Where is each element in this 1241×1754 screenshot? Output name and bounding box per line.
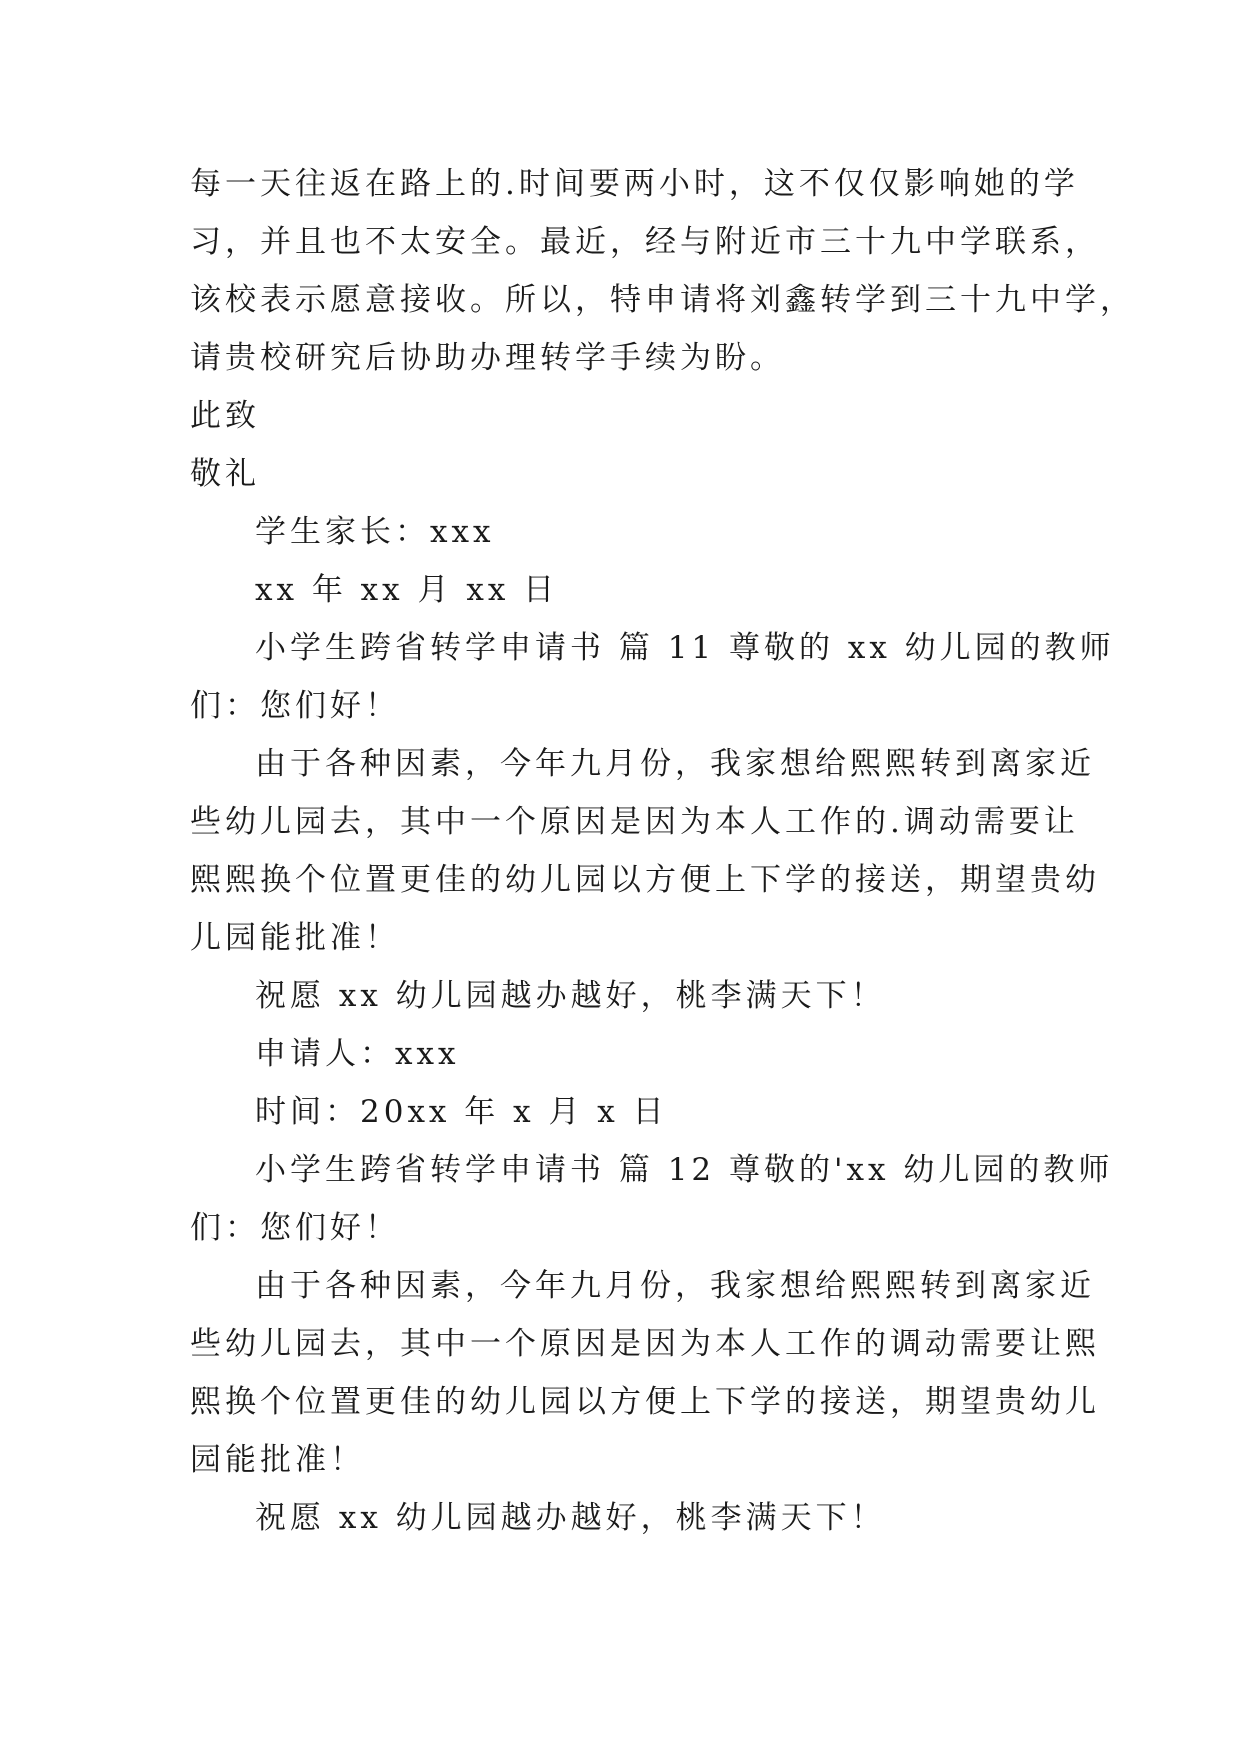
text-line: 园能批准！ xyxy=(190,1442,365,1478)
text-line: 请贵校研究后协助办理转学手续为盼。 xyxy=(190,340,785,376)
text-line: 们：您们好！ xyxy=(190,688,400,724)
signature-date: 时间：20xx 年 x 月 x 日 xyxy=(255,1094,668,1130)
text-line: 该校表示愿意接收。所以，特申请将刘鑫转学到三十九中学， xyxy=(190,282,1135,318)
signature-date: xx 年 xx 月 xx 日 xyxy=(255,572,559,608)
text-line: 些幼儿园去，其中一个原因是因为本人工作的调动需要让熙 xyxy=(190,1326,1100,1362)
section-heading: 小学生跨省转学申请书 篇 11 尊敬的 xx 幼儿园的教师 xyxy=(255,630,1115,666)
closing-regards: 敬礼 xyxy=(190,456,260,492)
signature-applicant: 申请人：xxx xyxy=(255,1036,460,1072)
closing-salutation: 此致 xyxy=(190,398,260,434)
text-line: 祝愿 xx 幼儿园越办越好，桃李满天下！ xyxy=(255,978,886,1014)
text-line: 由于各种因素，今年九月份，我家想给熙熙转到离家近 xyxy=(255,1268,1095,1304)
text-line: 由于各种因素，今年九月份，我家想给熙熙转到离家近 xyxy=(255,746,1095,782)
text-line: 习，并且也不太安全。最近，经与附近市三十九中学联系， xyxy=(190,224,1100,260)
signature-parent: 学生家长：xxx xyxy=(255,514,495,550)
text-line: 们：您们好！ xyxy=(190,1210,400,1246)
text-line: 熙换个位置更佳的幼儿园以方便上下学的接送，期望贵幼儿 xyxy=(190,1384,1100,1420)
text-line: 些幼儿园去，其中一个原因是因为本人工作的.调动需要让 xyxy=(190,804,1079,840)
text-line: 祝愿 xx 幼儿园越办越好，桃李满天下！ xyxy=(255,1500,886,1536)
text-line: 儿园能批准！ xyxy=(190,920,400,956)
section-heading: 小学生跨省转学申请书 篇 12 尊敬的'xx 幼儿园的教师 xyxy=(255,1152,1114,1188)
text-line: 每一天往返在路上的.时间要两小时，这不仅仅影响她的学 xyxy=(190,166,1079,202)
text-line: 熙熙换个位置更佳的幼儿园以方便上下学的接送，期望贵幼 xyxy=(190,862,1100,898)
